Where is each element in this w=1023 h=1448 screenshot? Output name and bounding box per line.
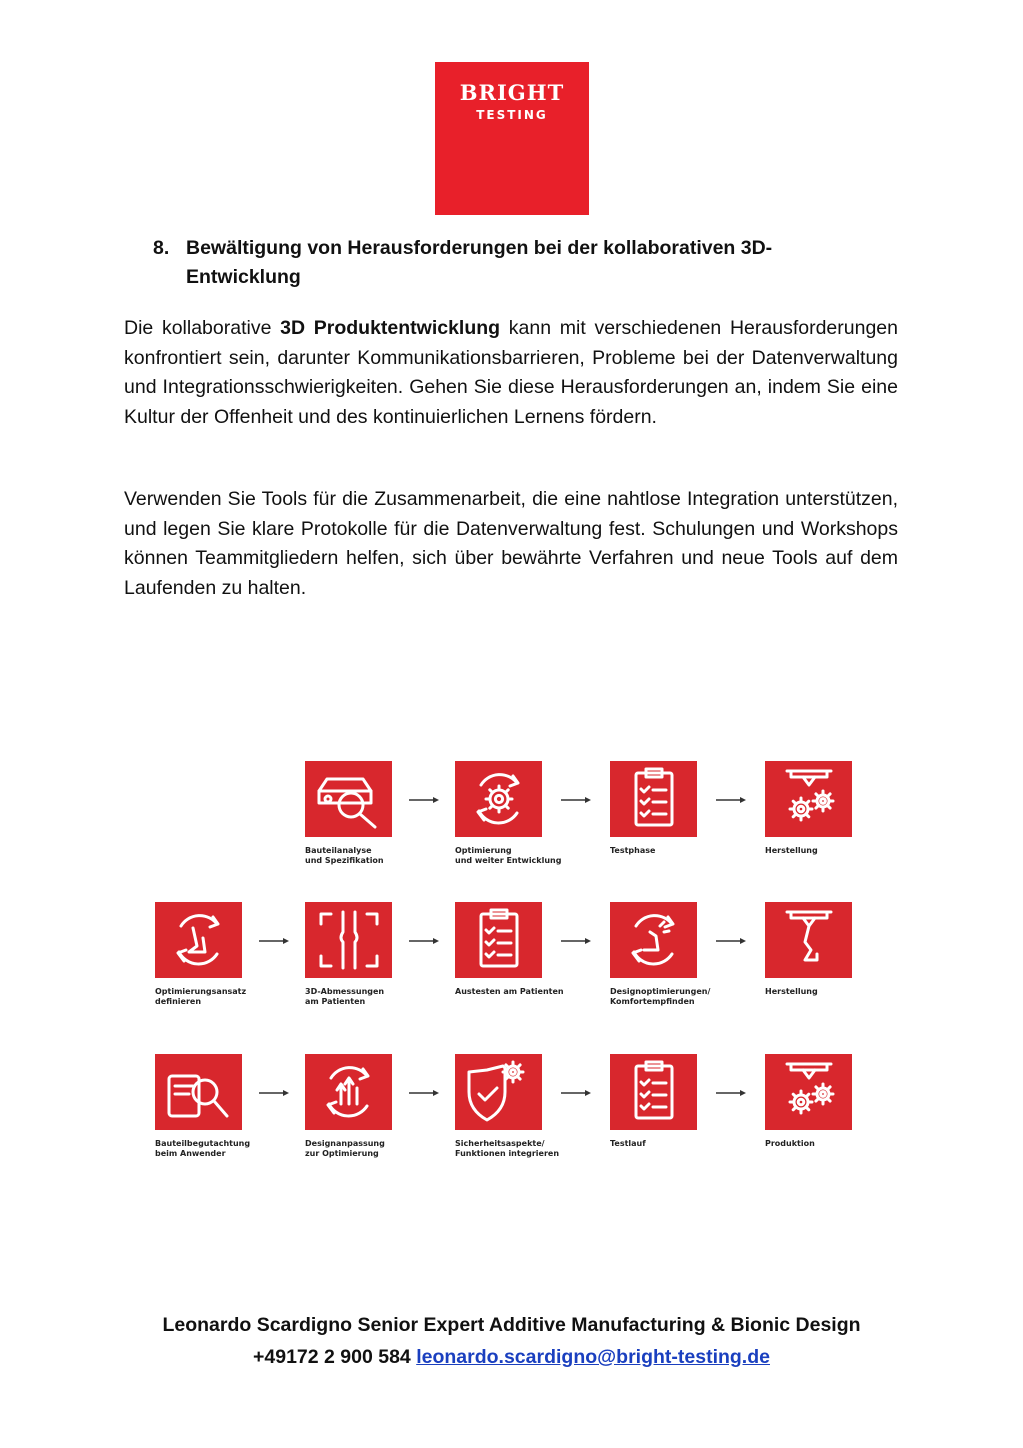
footer-author: Leonardo Scardigno Senior Expert Additive Manufacturing & Bionic Design: [162, 1314, 861, 1336]
paragraph-1-start: Die kollaborative: [124, 317, 281, 339]
step-caption: Testphase: [610, 846, 656, 855]
process-arrow: [409, 938, 439, 944]
step-caption: Bauteilanalyse und Spezifikation: [305, 846, 384, 865]
shield-gear-icon: [455, 1054, 542, 1130]
paragraph-1-bold: 3D Produktentwicklung: [280, 317, 501, 339]
process-arrow: [561, 1090, 591, 1096]
step-caption: Optimierungsansatz definieren: [155, 987, 247, 1006]
clipboard-checklist-icon: [610, 761, 697, 837]
section-number: 8.: [153, 237, 170, 259]
section-title: Bewältigung von Herausforderungen bei der kollaborativen 3D-Entwicklung: [186, 237, 773, 288]
foot-comfort-cycle-icon: [610, 902, 697, 978]
process-arrow: [716, 1090, 746, 1096]
footer-contact: [0, 1342, 1023, 1372]
3d-printer-gears-icon: [765, 761, 852, 837]
3d-printer-gears-icon: [765, 1054, 852, 1130]
paragraph-2: Verwenden Sie Tools für die Zusammenarbeit, die eine nahtlose Integration unterstützen, und legen Sie klare Protokolle für die Datenverwaltung fest. Schulungen und Workshops können Teammitgliedern helfen, sich über bewährte Verfahren und neue Tools auf dem Laufenden zu halten.: [124, 488, 898, 599]
clipboard-checklist-icon: [455, 902, 542, 978]
step-caption: Produktion: [765, 1139, 815, 1148]
step-caption: Bauteilbegutachtung beim Anwender: [155, 1139, 251, 1158]
logo-line-2: TESTING: [476, 108, 548, 122]
step-caption: Designoptimierungen/ Komfortempfinden: [610, 987, 711, 1006]
process-arrow: [561, 797, 591, 803]
bright-testing-logo: [435, 62, 589, 215]
step-caption: Austesten am Patienten: [455, 987, 564, 996]
step-caption: 3D-Abmessungen am Patienten: [305, 987, 385, 1006]
paragraph-1: [124, 314, 898, 432]
clipboard-checklist-icon: [610, 1054, 697, 1130]
step-caption: Herstellung: [765, 846, 818, 855]
step-caption: Optimierung und weiter Entwicklung: [455, 846, 562, 865]
process-arrow: [259, 1090, 289, 1096]
gear-cycle-icon: [455, 761, 542, 837]
section-heading: [153, 234, 853, 292]
process-arrow: [716, 797, 746, 803]
foot-cycle-icon: [155, 902, 242, 978]
logo-line-1: BRIGHT: [459, 80, 565, 105]
design-adjust-cycle-icon: [305, 1054, 392, 1130]
paragraph-1-end: kann mit verschiedenen Herausforderungen konfrontiert sein, darunter Kommunikationsbarrieren, Probleme bei der Datenverwaltung und Integrationsschwierigkeiten. Gehen Sie diese Herausforderungen an, indem Sie eine Kultur der Offenheit und des kontinuierlichen Lernens fördern.: [124, 317, 898, 428]
process-arrow: [561, 938, 591, 944]
part-inspection-icon: [155, 1054, 242, 1130]
process-arrow: [409, 1090, 439, 1096]
3d-printer-foot-icon: [765, 902, 852, 978]
car-magnifier-icon: [305, 761, 392, 837]
footer-email-link[interactable]: leonardo.scardigno@bright-testing.de: [416, 1346, 770, 1368]
step-caption: Testlauf: [610, 1139, 646, 1148]
knee-scan-icon: [305, 902, 392, 978]
process-arrow: [259, 938, 289, 944]
process-arrow: [409, 797, 439, 803]
step-caption: Herstellung: [765, 987, 818, 996]
step-caption: Designanpassung zur Optimierung: [305, 1139, 385, 1158]
process-arrow: [716, 938, 746, 944]
footer-phone: +49172 2 900 584: [253, 1346, 411, 1368]
step-caption: Sicherheitsaspekte/ Funktionen integrieren: [455, 1139, 560, 1158]
